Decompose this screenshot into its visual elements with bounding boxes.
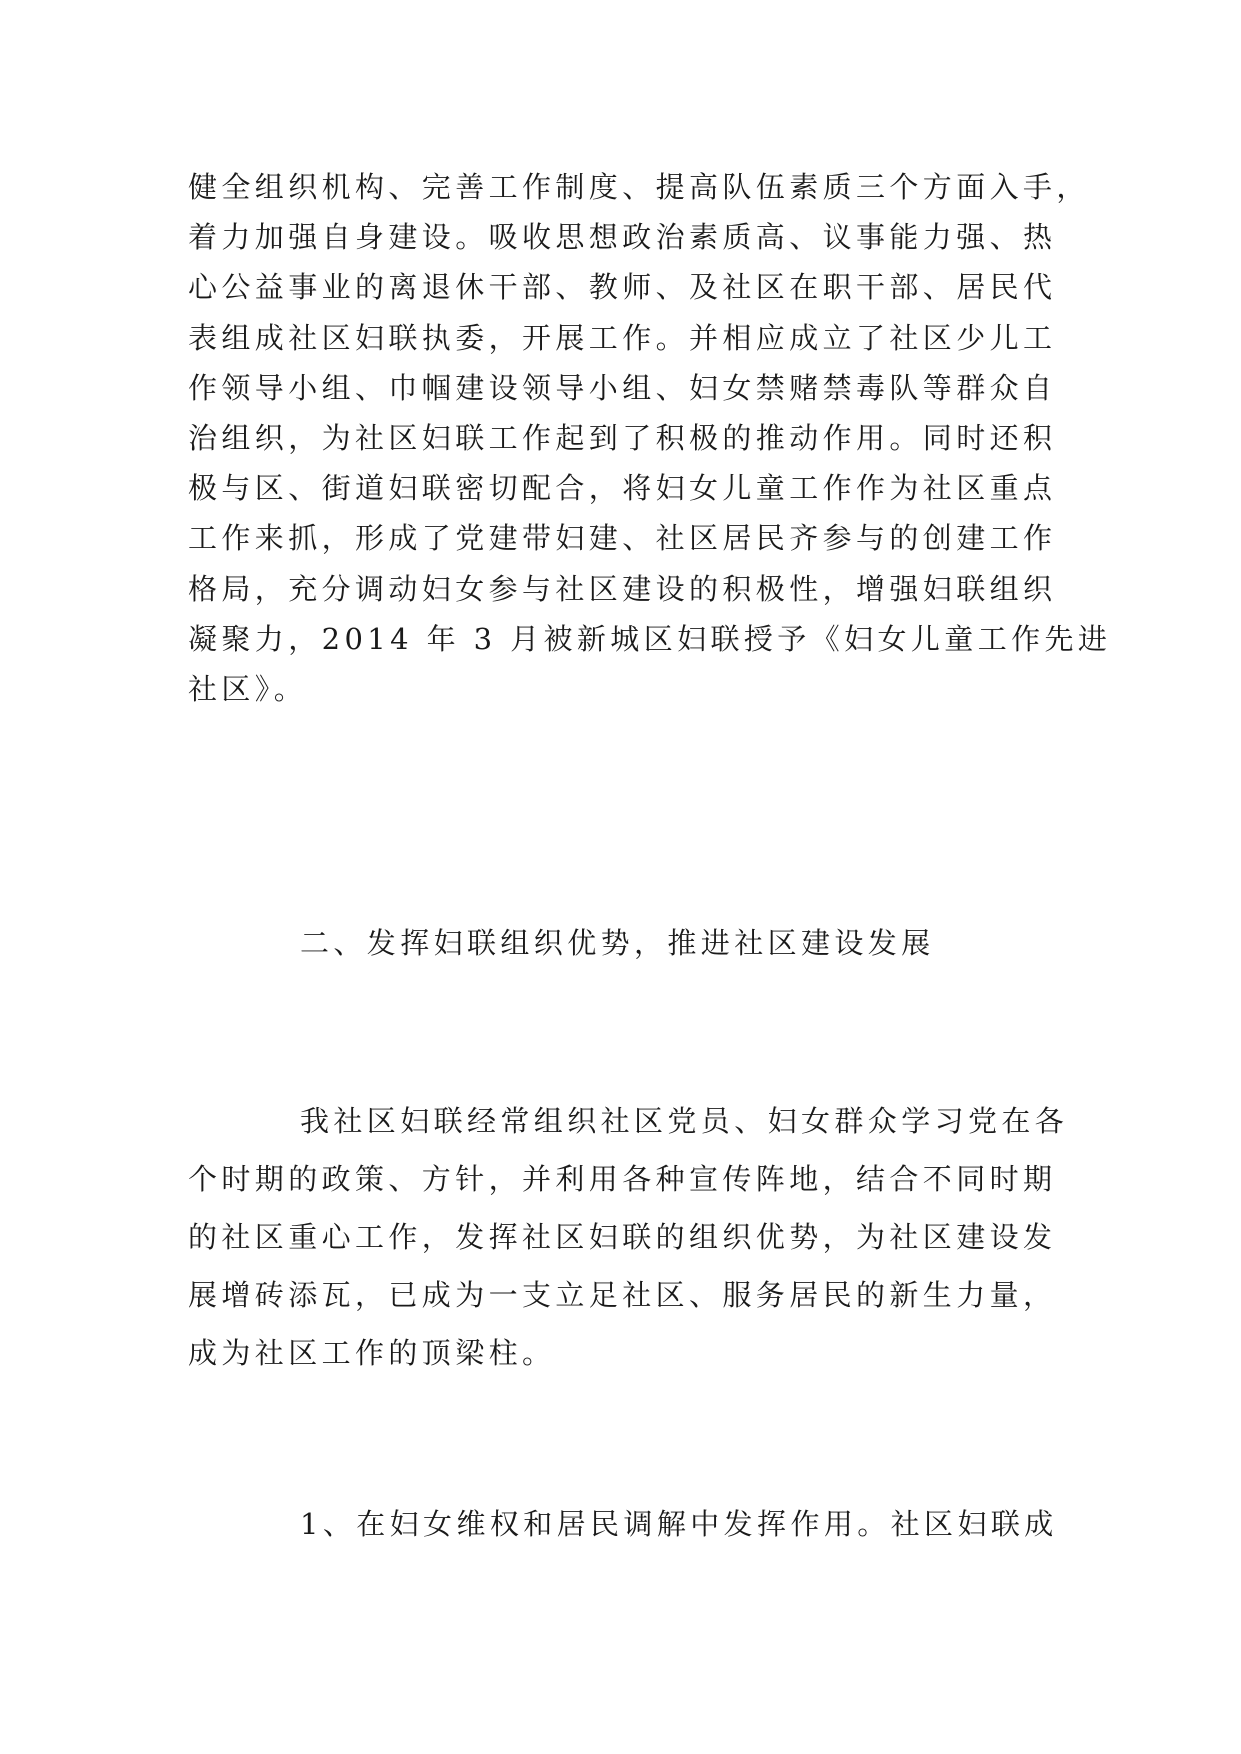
text-line: 成为社区工作的顶梁柱。 [188, 1336, 556, 1370]
text-line: 凝聚力，2014 年 3 月被新城区妇联授予《妇女儿童工作先进 [188, 621, 1112, 656]
text-line: 着力加强自身建设。吸收思想政治素质高、议事能力强、热 [188, 220, 1057, 255]
section-heading: 二、发挥妇联组织优势，推进社区建设发展 [300, 926, 935, 960]
text-line: 格局，充分调动妇女参与社区建设的积极性，增强妇联组织 [188, 571, 1057, 606]
text-line: 社区》。 [188, 671, 308, 706]
text-line: 个时期的政策、方针，并利用各种宣传阵地，结合不同时期 [188, 1162, 1057, 1196]
text-line: 作领导小组、巾帼建设领导小组、妇女禁赌禁毒队等群众自 [188, 370, 1057, 405]
text-line: 治组织，为社区妇联工作起到了积极的推动作用。同时还积 [188, 420, 1057, 455]
text-line: 健全组织机构、完善工作制度、提高队伍素质三个方面入手， [188, 170, 1090, 204]
text-line: 表组成社区妇联执委，开展工作。并相应成立了社区少儿工 [188, 320, 1057, 355]
text-line: 1、在妇女维权和居民调解中发挥作用。社区妇联成 [300, 1507, 1058, 1541]
text-line: 的社区重心工作，发挥社区妇联的组织优势，为社区建设发 [188, 1220, 1057, 1254]
text-line: 极与区、街道妇联密切配合，将妇女儿童工作作为社区重点 [188, 471, 1057, 506]
text-line: 我社区妇联经常组织社区党员、妇女群众学习党在各 [300, 1104, 1069, 1138]
paragraph-womens-federation-role [188, 1092, 1068, 1382]
text-line: 展增砖添瓦，已成为一支立足社区、服务居民的新生力量， [188, 1278, 1057, 1312]
text-line: 心公益事业的离退休干部、教师、及社区在职干部、居民代 [188, 270, 1057, 305]
paragraph-organization-building [188, 162, 1112, 714]
text-line: 工作来抓，形成了党建带妇建、社区居民齐参与的创建工作 [188, 521, 1057, 556]
paragraph-rights-mediation [188, 1495, 1068, 1553]
